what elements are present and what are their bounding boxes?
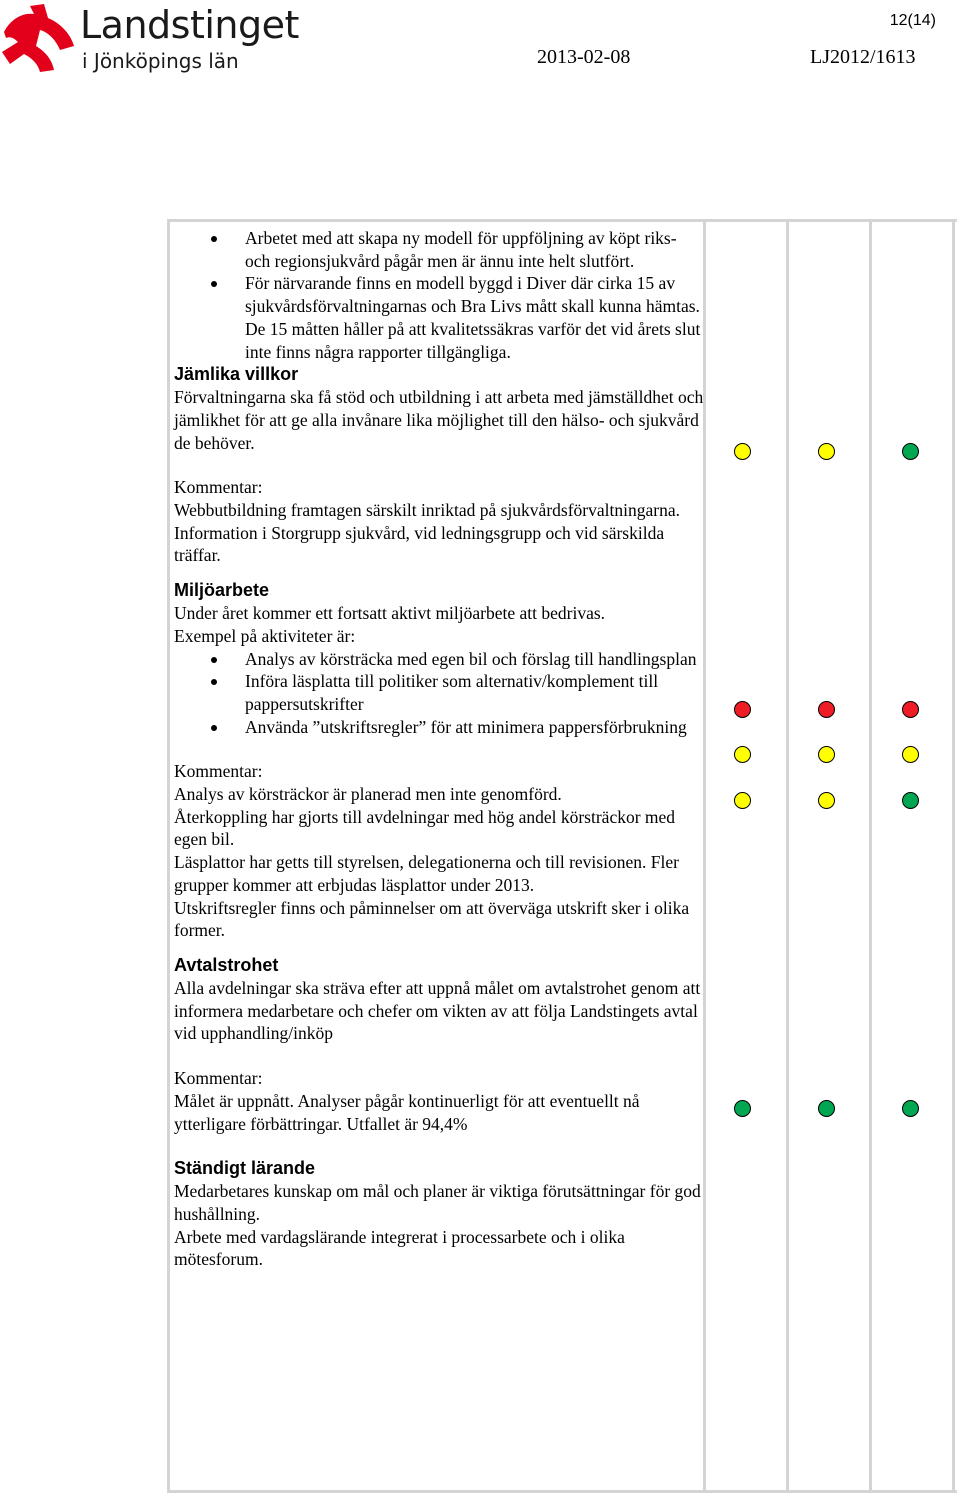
document-date: 2013-02-08: [537, 46, 631, 68]
section-text: Under året kommer ett fortsatt aktivt miljöarbete att bedrivas.: [174, 603, 606, 624]
status-dot-red: [818, 701, 835, 718]
table-column-line: [786, 219, 789, 1493]
comment-text: Webbutbildning framtagen särskilt inriktad på sjukvårdsförvaltningarna. Information i Storgrupp sjukvård, vid ledningsgrupp och vid särskilda träffar.: [174, 500, 680, 566]
status-dot-red: [902, 701, 919, 718]
list-item: Arbetet med att skapa ny modell för uppföljning av köpt riks- och regionsjukvård pågår men är ännu inte helt slutfört.: [174, 227, 704, 272]
section-text: Medarbetares kunskap om mål och planer är viktiga förutsättningar för god hushållning.: [174, 1181, 701, 1224]
table-column-line: [952, 219, 955, 1493]
status-dot-yellow: [818, 792, 835, 809]
status-dot-yellow: [734, 746, 751, 763]
status-dot-green: [818, 1100, 835, 1117]
logo-mark-icon: [0, 2, 76, 72]
table-column-line: [869, 219, 872, 1493]
section-text: Förvaltningarna ska få stöd och utbildning i att arbeta med jämställdhet och jämlikhet för att ge alla invånare lika möjlighet till den hälso- och sjukvård de behöver.: [174, 387, 704, 453]
section-heading-larande: Ständigt lärande: [174, 1158, 316, 1179]
comment-label: Kommentar:: [174, 1068, 263, 1089]
comment-line: Analys av körsträckor är planerad men inte genomförd.: [174, 784, 562, 805]
status-dot-yellow: [818, 746, 835, 763]
document-content: [174, 227, 704, 1271]
section-heading-miljo: Miljöarbete: [174, 580, 270, 601]
section-heading-jamlika: Jämlika villkor: [174, 364, 299, 385]
comment-line: Läsplattor har getts till styrelsen, delegationerna och till revisionen. Fler grupper kommer att erbjudas läsplattor under 2013.: [174, 852, 679, 895]
section-text: Arbete med vardagslärande integrerat i processarbete och i olika mötesforum.: [174, 1226, 625, 1270]
status-dot-green: [902, 1100, 919, 1117]
section-text: Alla avdelningar ska sträva efter att uppnå målet om avtalstrohet genom att informera medarbetare och chefer om vikten av att följa Landstingets avtal vid upphandling/inköp: [174, 977, 701, 1044]
logo-title: Landstinget: [80, 3, 299, 47]
section-intro: Exempel på aktiviteter är:: [174, 625, 356, 646]
section-heading-avtal: Avtalstrohet: [174, 954, 279, 975]
table-bottom-border: [167, 1490, 957, 1493]
logo-subtitle: i Jönköpings län: [82, 49, 239, 73]
table-column-line: [167, 219, 170, 1493]
status-dot-yellow: [734, 443, 751, 460]
status-dot-yellow: [902, 746, 919, 763]
comment-line: Utskriftsregler finns och påminnelser om att överväga utskrift sker i olika former.: [174, 897, 690, 941]
status-dot-green: [734, 1100, 751, 1117]
comment-text: Målet är uppnått. Analyser pågår kontinuerligt för att eventuellt nå ytterligare förbättringar. Utfallet är 94,4%: [174, 1090, 640, 1134]
list-item: För närvarande finns en modell byggd i Diver där cirka 15 av sjukvårdsförvaltningarnas och Bra Livs mått skall kunna hämtas. De 15 måtten håller på att kvalitetssäkras varför det vid årets slut inte finns några rapporter tillgängliga.: [174, 272, 704, 363]
intro-bullet-list: [174, 227, 704, 363]
organization-logo: [0, 0, 320, 80]
comment-line: Återkoppling har gjorts till avdelningar med hög andel körsträckor med egen bil.: [174, 806, 676, 850]
table-top-border: [167, 219, 957, 222]
activity-bullet-list: [174, 648, 704, 739]
status-dot-yellow: [818, 443, 835, 460]
status-dot-yellow: [734, 792, 751, 809]
comment-label: Kommentar:: [174, 477, 263, 498]
status-dot-red: [734, 701, 751, 718]
comment-label: Kommentar:: [174, 761, 263, 782]
page-number: 12(14): [889, 12, 936, 29]
document-reference: LJ2012/1613: [810, 46, 916, 68]
status-dot-green: [902, 443, 919, 460]
list-item: Analys av körsträcka med egen bil och förslag till handlingsplan: [174, 648, 704, 671]
list-item: Införa läsplatta till politiker som alternativ/komplement till pappersutskrifter: [174, 670, 704, 715]
status-dot-green: [902, 792, 919, 809]
list-item: Använda ”utskriftsregler” för att minimera pappersförbrukning: [174, 716, 704, 739]
